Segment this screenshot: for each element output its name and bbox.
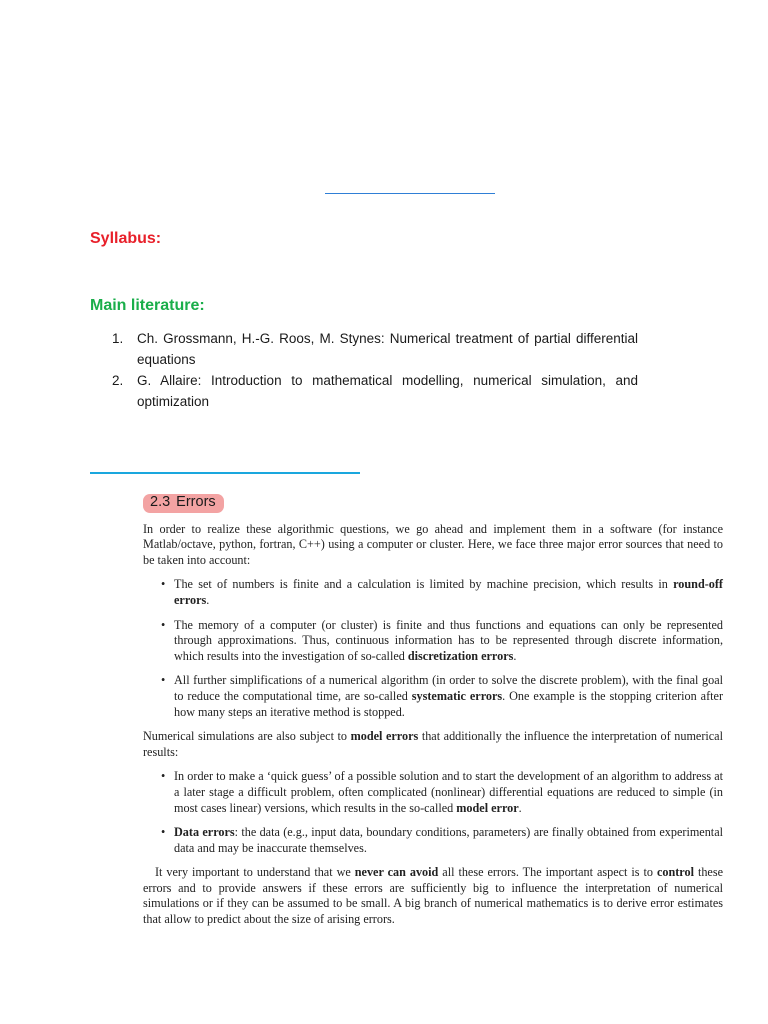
model-errors-paragraph: Numerical simulations are also subject to model errors that additionally the influence the interpretation of numerical results: [143, 729, 723, 759]
bullet-icon: • [161, 617, 166, 632]
list-number: 2. [112, 373, 124, 388]
literature-item [112, 371, 638, 412]
literature-item [112, 329, 638, 370]
list-item: • Data errors: the data (e.g., input data, boundary conditions, parameters) are finally obtained from experimental data and may be inaccurate themselves. [161, 825, 723, 855]
literature-text: Ch. Grossmann, H.-G. Roos, M. Stynes: Numerical treatment of partial differential equations [137, 331, 638, 367]
list-number: 1. [112, 331, 124, 346]
section-title: Errors [176, 494, 216, 510]
model-errors-list [143, 769, 723, 856]
literature-list [112, 329, 638, 413]
bullet-icon: • [161, 577, 166, 592]
error-sources-list [143, 577, 723, 720]
list-item: • All further simplifications of a numerical algorithm (in order to solve the discrete problem), with the final goal to reduce the computational time, are so-called systematic errors. One example is the stopping criterion after how many steps an iterative method is stopped. [161, 673, 724, 719]
main-literature-heading: Main literature: [90, 297, 205, 314]
section-number: 2.3 [150, 494, 171, 510]
literature-text: G. Allaire: Introduction to mathematical modelling, numerical simulation, and optimization [137, 373, 638, 409]
syllabus-heading: Syllabus: [90, 230, 162, 247]
textbook-excerpt [143, 494, 723, 937]
section-title-badge [143, 494, 224, 513]
list-item: • The set of numbers is finite and a calculation is limited by machine precision, which results in round-off errors. [161, 577, 723, 607]
list-item: • In order to make a ‘quick guess’ of a possible solution and to start the development of an algorithm to address at a later stage a difficult problem, often complicated (nonlinear) differential equations are reduced to simple (in most cases linear) versions, which results in the so-called model error. [161, 769, 723, 815]
list-item: • The memory of a computer (or cluster) is finite and thus functions and equations can only be represented through approximations. Thus, continuous information has to be represented through discrete information, which results into the investigation of so-called discretization errors. [161, 617, 723, 663]
bullet-icon: • [161, 673, 166, 688]
closing-paragraph: It very important to understand that we never can avoid all these errors. The important aspect is to control these errors and to provide answers if these errors are sufficiently big to influence the interpretation of numerical simulations or if they can be assumed to be small. A big branch of numerical mathematics is to derive error estimates that allow to predict about the size of arising errors. [143, 865, 723, 927]
bullet-icon: • [161, 825, 166, 840]
top-divider-line [325, 193, 495, 194]
bullet-icon: • [161, 769, 166, 784]
section-divider-line [90, 472, 360, 474]
intro-paragraph: In order to realize these algorithmic questions, we go ahead and implement them in a software (for instance Matlab/octave, python, fortran, C++) using a computer or cluster. Here, we face three major error sources that need to be taken into account: [143, 521, 723, 567]
